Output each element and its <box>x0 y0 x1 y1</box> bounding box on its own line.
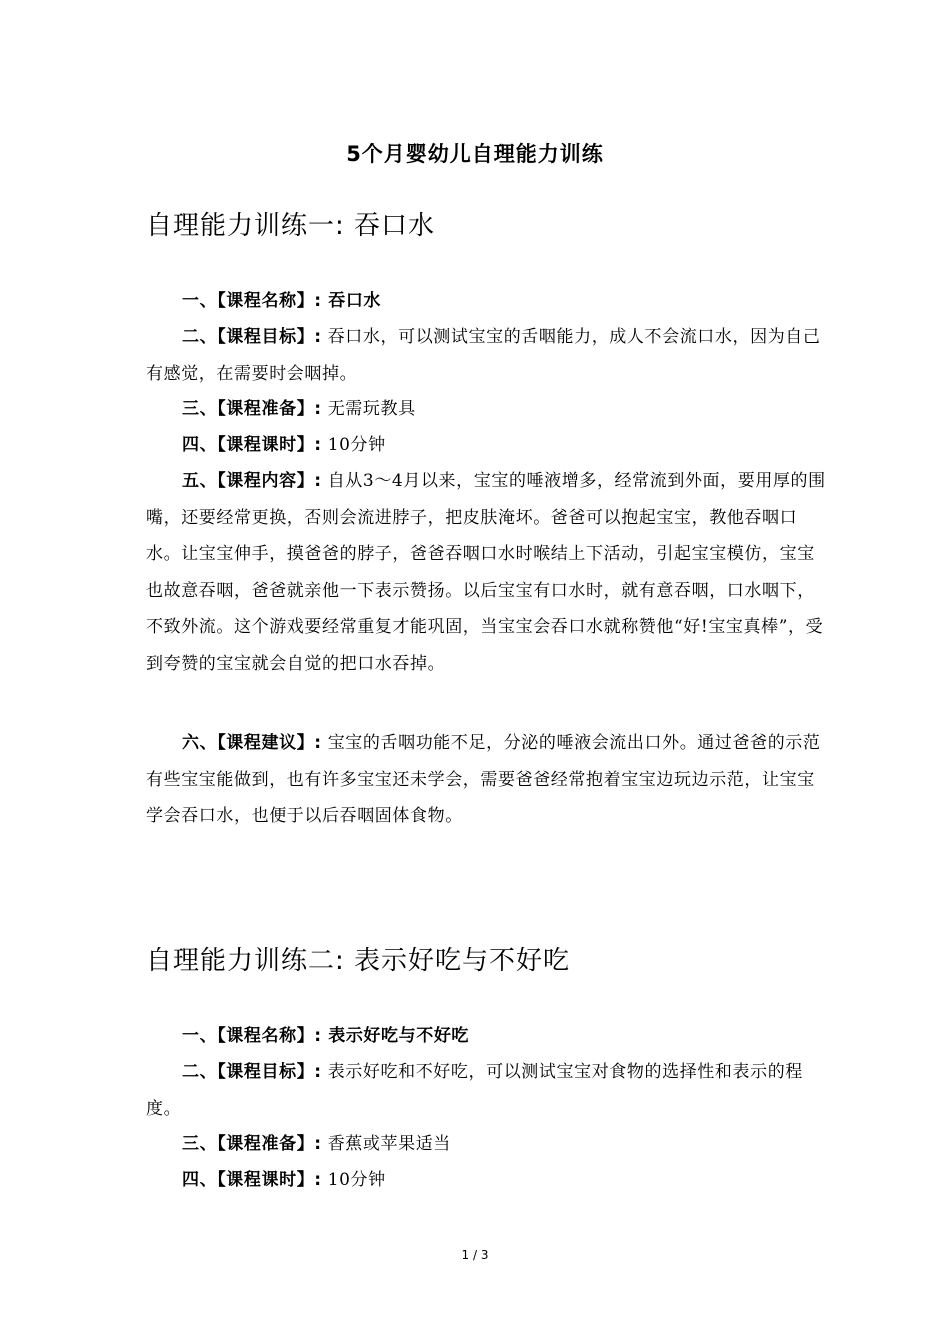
document-title: 5个月婴幼儿自理能力训练 <box>346 142 604 166</box>
course-advice-value: 宝宝的舌咽功能不足，分泌的唾液会流出口外。通过爸爸的示范有些宝宝能做到，也有许多宝宝还未学会，需要爸爸经常抱着宝宝边玩边示范，让宝宝学会吞口水，也便于以后吞咽固体食物。 <box>146 733 821 826</box>
course-prep-value-2: 香蕉或苹果适当 <box>321 1134 451 1154</box>
course-advice-label: 六、【课程建议】: <box>182 733 322 753</box>
course-name-value-2: 表示好吃与不好吃 <box>321 1026 470 1046</box>
course-goal-value: 吞口水，可以测试宝宝的舌咽能力，成人不会流口水，因为自己有感觉，在需要时会咽掉。 <box>146 327 821 384</box>
course-goal-label-2: 二、【课程目标】: <box>182 1062 322 1082</box>
course-duration-paragraph <box>146 427 826 464</box>
course-name-label: 一、【课程名称】: <box>182 291 322 311</box>
course-prep-value: 无需玩教具 <box>321 399 416 419</box>
course-goal-paragraph <box>146 319 826 392</box>
course-advice-paragraph <box>146 725 826 835</box>
course-content-value: 自从3～4月以来，宝宝的唾液增多，经常流到外面，要用厚的围嘴，还要经常更换，否则会流进脖子，把皮肤淹坏。爸爸可以抱起宝宝，教他吞咽口水。让宝宝伸手，摸爸爸的脖子，爸爸吞咽口水时喉结上下活动，引起宝宝模仿，宝宝也故意吞咽，爸爸就亲他一下表示赞扬。以后宝宝有口水时，就有意吞咽，口水咽下，不致外流。这个游戏要经常重复才能巩固，当宝宝会吞口水就称赞他“好!宝宝真棒”，受到夸赞的宝宝就会自觉的把口水吞掉。 <box>146 471 826 674</box>
course-content-paragraph <box>146 463 826 682</box>
course-name-paragraph-2 <box>146 1018 826 1055</box>
course-prep-paragraph-2 <box>146 1126 826 1163</box>
section-heading-2: 自理能力训练二: 表示好吃与不好吃 <box>146 946 571 976</box>
course-goal-value-2: 表示好吃和不好吃，可以测试宝宝对食物的选择性和表示的程度。 <box>146 1062 803 1119</box>
course-prep-label: 三、【课程准备】: <box>182 399 322 419</box>
course-name-paragraph <box>146 283 826 320</box>
course-name-label-2: 一、【课程名称】: <box>182 1026 322 1046</box>
course-content-label: 五、【课程内容】: <box>182 471 322 491</box>
course-prep-paragraph <box>146 391 826 428</box>
course-goal-paragraph-2 <box>146 1054 826 1127</box>
course-duration-label-2: 四、【课程课时】: <box>182 1170 322 1190</box>
page-number: 1 / 3 <box>461 1248 489 1262</box>
course-name-value: 吞口水 <box>321 291 382 311</box>
course-duration-paragraph-2 <box>146 1162 826 1199</box>
course-prep-label-2: 三、【课程准备】: <box>182 1134 322 1154</box>
course-goal-label: 二、【课程目标】: <box>182 327 322 347</box>
course-duration-value-2: 10分钟 <box>321 1170 386 1190</box>
course-duration-label: 四、【课程课时】: <box>182 435 322 455</box>
course-duration-value: 10分钟 <box>321 435 386 455</box>
section-heading-1: 自理能力训练一: 吞口水 <box>146 211 436 241</box>
